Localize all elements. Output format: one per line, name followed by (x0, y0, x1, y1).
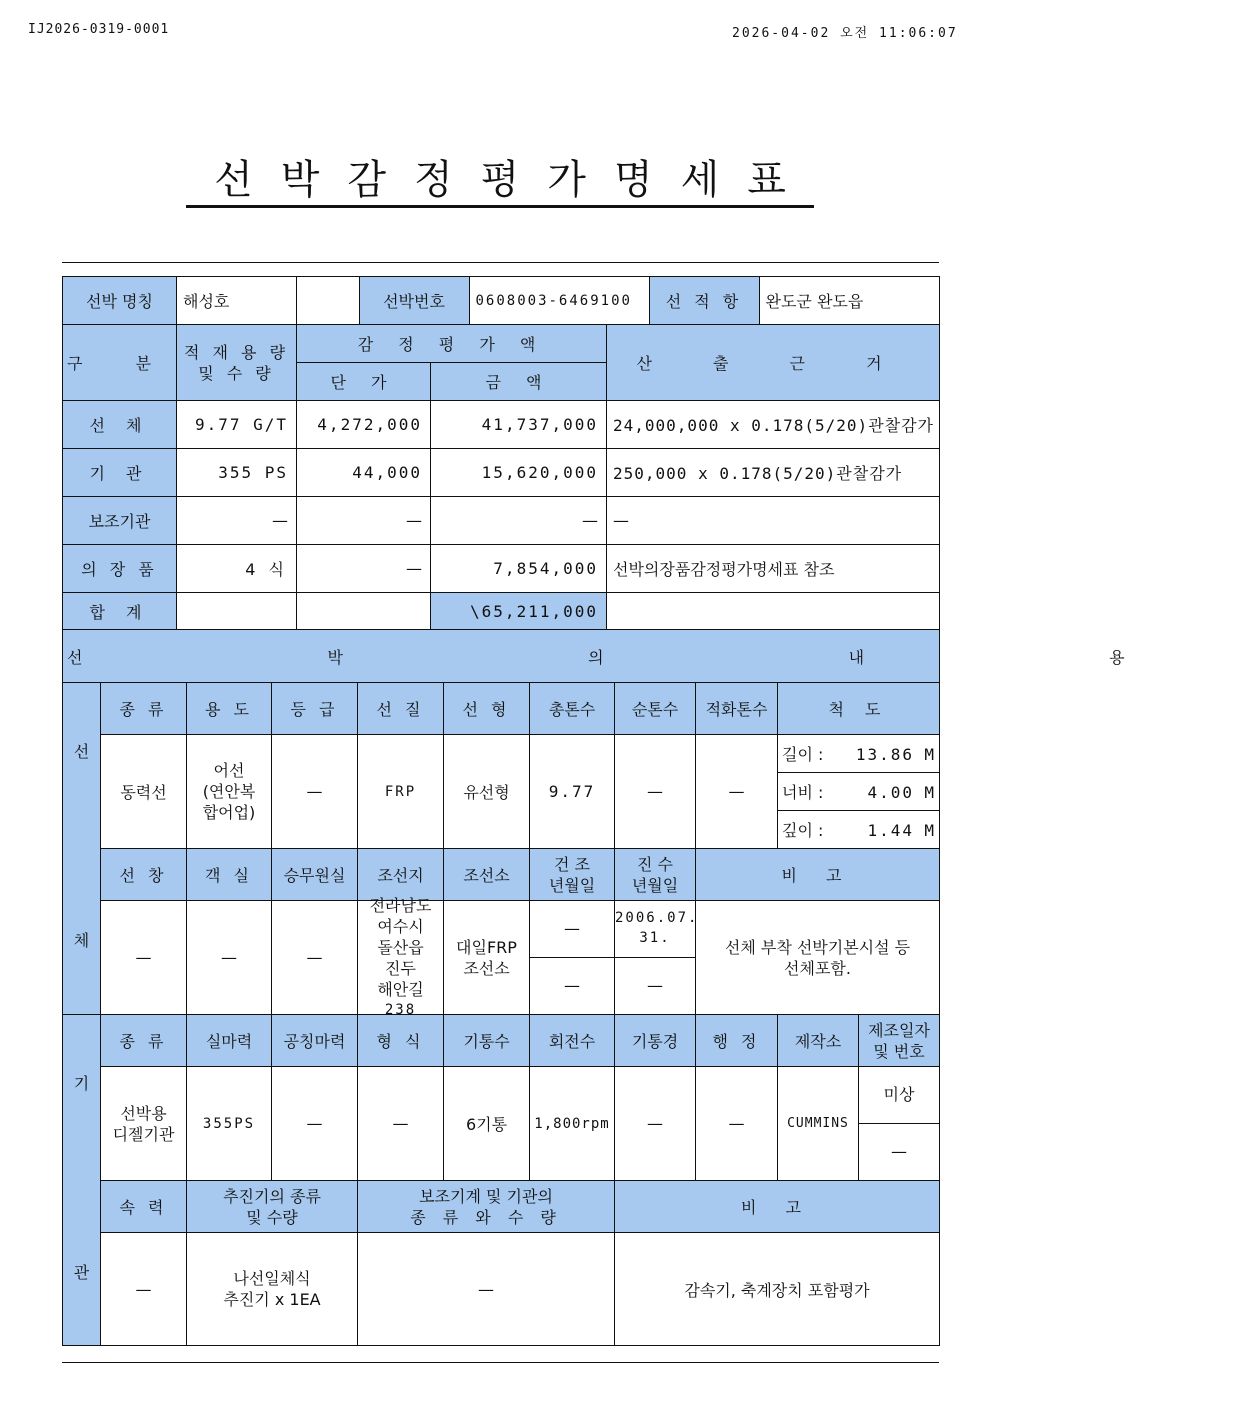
col-category: 구 분 (63, 325, 177, 401)
scale-length-value: 13.86 (855, 745, 914, 764)
engine-kind-2: 디젤기관 (112, 1124, 175, 1144)
hull-note (696, 901, 940, 1015)
hull-h-shape: 선 형 (444, 683, 530, 735)
engine-actual: 355PS (187, 1067, 272, 1181)
hull-shape: 유선형 (444, 735, 530, 849)
scale-length-key: 길이 : (782, 745, 824, 764)
engine-serial-value: — (891, 1142, 907, 1161)
engine-h-note: 비 고 (615, 1181, 940, 1233)
row-label-hull: 선 체 (63, 401, 177, 449)
scale-depth-value: 1.44 (867, 821, 914, 840)
hull-hold: — (101, 901, 187, 1015)
hull-kind: 동력선 (101, 735, 187, 849)
hull-h-kind: 종 류 (101, 683, 187, 735)
hull-qty: 9.77 G/T (177, 401, 297, 449)
engine-side-2: 관 (73, 1263, 90, 1282)
hull-h-build-2: 년월일 (548, 875, 596, 895)
ship-name: 해성호 (177, 277, 297, 325)
hull-grade: — (272, 735, 358, 849)
engine-h-prop-1: 추진기의 종류 (223, 1186, 321, 1206)
hull-launch-b: — (647, 975, 663, 995)
aux-amount: — (431, 497, 607, 545)
hull-gross: 9.77 (530, 735, 615, 849)
engine-h-cyl: 기통수 (444, 1015, 530, 1067)
engine-h-stroke: 행 정 (696, 1015, 778, 1067)
engine-h-date (859, 1015, 940, 1067)
home-port-label: 선 적 항 (649, 277, 759, 324)
hull-h-hold: 선 창 (101, 849, 187, 901)
hull-use-2: (연안복 (202, 782, 256, 801)
engine-h-aux-2: 종 류 와 수 량 (410, 1207, 562, 1227)
col-amount: 금 액 (431, 363, 607, 401)
engine-type: — (358, 1067, 444, 1181)
home-port: 완도군 완도읍 (759, 277, 940, 324)
equipment-basis: 선박의장품감정평가명세표 참조 (607, 545, 940, 593)
engine-h-maker: 제작소 (778, 1015, 859, 1067)
hull-scale-width (778, 773, 940, 811)
scale-depth-unit: M (924, 821, 936, 840)
hull-scale-depth (778, 811, 940, 849)
hull-material: FRP (358, 735, 444, 849)
hull-h-launch-2: 년월일 (631, 875, 679, 895)
engine-cyl: 6기통 (444, 1067, 530, 1181)
hull-cargo: — (696, 735, 778, 849)
engine-h-aux-1: 보조기계 및 기관의 (419, 1186, 553, 1206)
aux-basis: — (607, 497, 940, 545)
contents-title: 선 박 의 내 용 (63, 630, 940, 683)
hull-h-gross: 총톤수 (530, 683, 615, 735)
engine-note: 감속기, 축계장치 포함평가 (615, 1233, 940, 1346)
hull-side-label (63, 683, 101, 1015)
engine-h-nominal: 공칭마력 (272, 1015, 358, 1067)
hull-side-2: 체 (73, 931, 90, 950)
engine-nominal: — (272, 1067, 358, 1181)
hull-crew: — (272, 901, 358, 1015)
hull-h-material: 선 질 (358, 683, 444, 735)
engine-prop (187, 1233, 358, 1346)
hull-place-6: 238 (384, 1001, 417, 1018)
row-label-aux: 보조기관 (63, 497, 177, 545)
ship-number: 0608003-6469100 (469, 277, 649, 324)
ship-id-row (297, 277, 940, 324)
engine-h-date-1: 제조일자 (868, 1020, 930, 1040)
engine-maker: CUMMINS (778, 1067, 859, 1181)
engine-h-bore: 기통경 (615, 1015, 696, 1067)
row-label-equipment: 의 장 품 (63, 545, 177, 593)
engine-h-kind: 종 류 (101, 1015, 187, 1067)
print-timestamp: 2026-04-02 오전 11:06:07 (732, 26, 958, 41)
hull-use-1: 어선 (213, 761, 245, 780)
scale-length-unit: M (924, 745, 936, 764)
hull-launch (615, 901, 699, 1015)
page-title (0, 148, 1000, 205)
engine-h-actual: 실마력 (187, 1015, 272, 1067)
ship-contents-table (62, 629, 1245, 1346)
engine-h-prop-2: 및 수량 (246, 1207, 298, 1227)
hull-note-1: 선체 부착 선박기본시설 등 (724, 937, 911, 957)
total-unit (297, 593, 431, 631)
col-capacity-line2: 및 수 량 (198, 363, 275, 383)
hull-amount: 41,737,000 (431, 401, 607, 449)
equipment-amount: 7,854,000 (431, 545, 607, 593)
engine-aux: — (358, 1233, 615, 1346)
hull-scale-length (778, 735, 940, 773)
engine-kind (101, 1067, 187, 1181)
hull-h-cargo: 적화톤수 (696, 683, 778, 735)
engine-amount: 15,620,000 (431, 449, 607, 497)
row-label-total: 합 계 (63, 593, 177, 631)
engine-side-label (63, 1015, 101, 1346)
col-basis: 산 출 근 거 (607, 325, 940, 401)
total-qty (177, 593, 297, 631)
engine-h-prop (187, 1181, 358, 1233)
hull-h-launch-1: 진 수 (637, 854, 673, 874)
ship-number-label: 선박번호 (359, 277, 469, 324)
hull-h-build (530, 849, 615, 901)
hull-place-2: 여수시 (377, 916, 424, 936)
equipment-qty: 4 식 (177, 545, 297, 593)
engine-side-1: 기 (73, 1074, 90, 1093)
hull-cabin: — (187, 901, 272, 1015)
hull-place-3: 돌산읍 (377, 937, 424, 957)
hull-build-b: — (564, 976, 580, 995)
engine-h-speed: 속 력 (101, 1181, 187, 1233)
hull-place-4: 진두 (385, 958, 416, 978)
hull-yard (444, 901, 530, 1015)
hull-h-grade: 등 급 (272, 683, 358, 735)
hull-h-cabin: 객 실 (187, 849, 272, 901)
engine-speed: — (101, 1233, 187, 1346)
engine-qty: 355 PS (177, 449, 297, 497)
hull-note-2: 선체포함. (784, 958, 851, 978)
top-rule (62, 262, 939, 263)
engine-h-aux (358, 1181, 615, 1233)
hull-h-launch (615, 849, 696, 901)
col-capacity (177, 325, 297, 401)
hull-yard-2: 조선소 (463, 958, 510, 978)
valuation-table (62, 276, 940, 631)
hull-h-net: 순톤수 (615, 683, 696, 735)
engine-kind-1: 선박용 (120, 1103, 167, 1123)
hull-launch-a-2: 31. (639, 929, 671, 946)
hull-h-note: 비 고 (696, 849, 940, 901)
hull-h-yard: 조선소 (444, 849, 530, 901)
engine-prop-1: 나선일체식 (233, 1269, 311, 1288)
hull-unit: 4,272,000 (297, 401, 431, 449)
hull-launch-a (615, 902, 699, 958)
engine-bore: — (615, 1067, 696, 1181)
hull-place (358, 895, 444, 1018)
hull-h-place: 조선지 (358, 849, 444, 901)
hull-use-3: 합어업) (202, 803, 256, 822)
engine-h-date-2: 및 번호 (873, 1041, 925, 1061)
engine-h-rpm: 회전수 (530, 1015, 615, 1067)
col-unit-price: 단 가 (297, 363, 431, 401)
total-amount: \65,211,000 (431, 593, 607, 631)
row-label-engine: 기 관 (63, 449, 177, 497)
hull-h-build-1: 건 조 (554, 854, 590, 874)
hull-h-crew: 승무원실 (272, 849, 358, 901)
scale-width-value: 4.00 (867, 783, 914, 802)
hull-h-scale: 척 도 (778, 683, 940, 735)
scale-depth-key: 깊이 : (782, 821, 824, 840)
total-basis (607, 593, 940, 631)
hull-yard-1: 대일FRP (456, 937, 517, 957)
bottom-rule (62, 1362, 939, 1363)
equipment-unit: — (297, 545, 431, 593)
engine-date-value: 미상 (859, 1067, 939, 1124)
engine-unit: 44,000 (297, 449, 431, 497)
scale-width-key: 너비 : (782, 783, 824, 802)
engine-date (859, 1067, 940, 1181)
aux-qty: — (177, 497, 297, 545)
hull-launch-a-1: 2006.07. (615, 909, 699, 926)
aux-unit: — (297, 497, 431, 545)
document-id: IJ2026-0319-0001 (28, 22, 170, 37)
hull-h-use: 용 도 (187, 683, 272, 735)
engine-stroke: — (696, 1067, 778, 1181)
engine-rpm: 1,800rpm (530, 1067, 615, 1181)
hull-basis: 24,000,000 x 0.178(5/20)관찰감가 (607, 401, 940, 449)
hull-net: — (615, 735, 696, 849)
hull-use (187, 735, 272, 849)
scale-width-unit: M (924, 783, 936, 802)
ship-name-label: 선박 명칭 (63, 277, 177, 325)
engine-prop-2: 추진기 x 1EA (223, 1290, 321, 1309)
page-title-text: 선박감정평가명세표 (186, 157, 814, 208)
hull-place-5: 해안길 (377, 979, 424, 999)
col-capacity-line1: 적 재 용 량 (183, 342, 290, 362)
hull-side-1: 선 (73, 742, 90, 761)
col-appraisal: 감 정 평 가 액 (297, 325, 607, 363)
hull-build (530, 901, 615, 1015)
engine-h-type: 형 식 (358, 1015, 444, 1067)
hull-place-1: 전라남도 (369, 895, 432, 915)
hull-build-a: — (530, 901, 614, 958)
engine-basis: 250,000 x 0.178(5/20)관찰감가 (607, 449, 940, 497)
